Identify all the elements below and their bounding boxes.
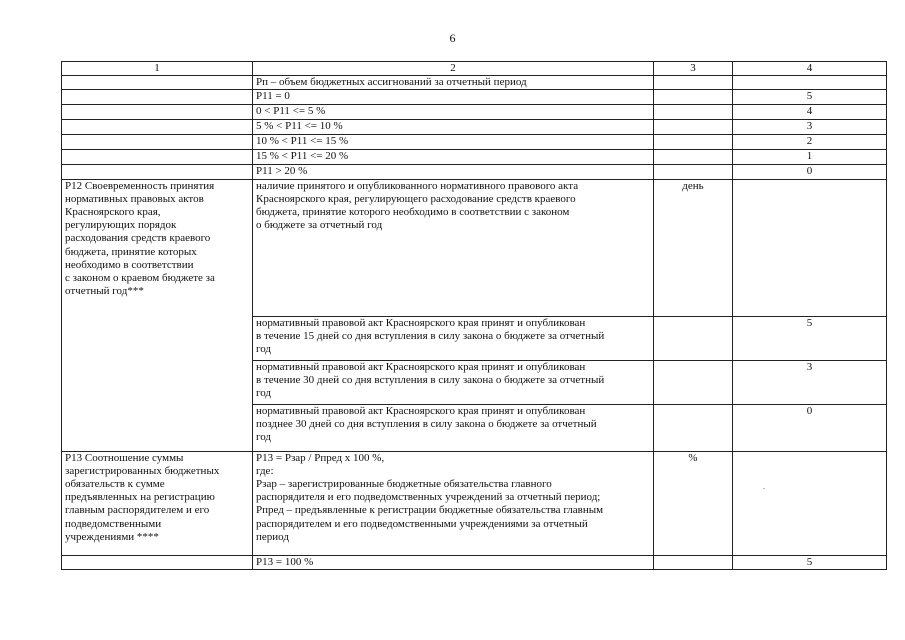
cell-score: 1 [733,150,887,165]
cell-unit [654,90,733,105]
cell-description: 0 < Р11 <= 5 % [253,105,654,120]
table-row [62,555,887,569]
table-row [62,165,887,179]
cell-unit [654,76,733,90]
cell-unit [654,165,733,179]
table-row-p13 [62,451,887,555]
cell-score: 4 [733,105,887,120]
cell-unit: день [654,179,733,316]
cell-score: 2 [733,135,887,150]
table-row [62,150,887,165]
table-row-p12 [62,179,887,316]
header-col-2: 2 [253,62,654,76]
cell-criterion [62,76,253,90]
cell-unit [654,120,733,135]
table-row [62,76,887,90]
cell-unit [654,105,733,120]
cell-score [733,179,887,316]
scan-speck [763,488,765,489]
cell-unit [654,135,733,150]
cell-unit: % [654,451,733,555]
cell-criterion [62,135,253,150]
cell-description: 15 % < Р11 <= 20 % [253,150,654,165]
header-col-4: 4 [733,62,887,76]
cell-description: 10 % < Р11 <= 15 % [253,135,654,150]
cell-score [733,451,887,555]
cell-description: нормативный правовой акт Красноярского края принят и опубликован в течение 15 дней со дня вступления в силу закона о бюджете за отчетный год [253,316,654,360]
cell-criterion [62,105,253,120]
cell-score: 3 [733,360,887,404]
cell-score: 5 [733,555,887,569]
cell-unit [654,404,733,451]
cell-criterion [62,120,253,135]
cell-unit [654,360,733,404]
cell-criterion [62,555,253,569]
cell-unit [654,316,733,360]
cell-description: Р13 = Рзар / Рпред х 100 %, где: Рзар – зарегистрированные бюджетные обязательства главного распорядителя и его подведомственных учреждений за отчетный период; Рпред – предъявленные к регистрации бюджетные обязательства главным распорядителем и его подведомственными учреждениями за отчетный период [253,451,654,555]
cell-score: 0 [733,404,887,451]
cell-description: 5 % < Р11 <= 10 % [253,120,654,135]
cell-score [733,76,887,90]
cell-criterion [62,165,253,179]
cell-score: 5 [733,90,887,105]
indicators-table [61,61,887,570]
cell-criterion-p13: Р13 Соотношение суммы зарегистрированных бюджетных обязательств к сумме предъявленных на регистрацию главным распорядителем и его подведомственными учреждениями **** [62,451,253,555]
cell-description: наличие принятого и опубликованного нормативного правового акта Красноярского края, регулирующего расходование средств краевого бюджета, принятие которого необходимо в соответствии с законом о бюджете за отчетный год [253,179,654,316]
cell-description: Р11 = 0 [253,90,654,105]
page-number: 6 [449,31,456,45]
table-row [62,120,887,135]
cell-description: Р13 = 100 % [253,555,654,569]
cell-score: 5 [733,316,887,360]
cell-description: нормативный правовой акт Красноярского края принят и опубликован позднее 30 дней со дня вступления в силу закона о бюджете за отчетный год [253,404,654,451]
header-col-1: 1 [62,62,253,76]
table-row [62,90,887,105]
cell-score: 3 [733,120,887,135]
table-header-row [62,62,887,76]
table-row [62,105,887,120]
cell-criterion-p12: Р12 Своевременность принятия нормативных правовых актов Красноярского края, регулирующих порядок расходования средств краевого бюджета, принятие которых необходимо в соответствии с законом о краевом бюджете за отчетный год*** [62,179,253,451]
cell-unit [654,150,733,165]
header-col-3: 3 [654,62,733,76]
cell-criterion [62,90,253,105]
cell-criterion [62,150,253,165]
table-row [62,135,887,150]
cell-score: 0 [733,165,887,179]
cell-description: нормативный правовой акт Красноярского края принят и опубликован в течение 30 дней со дня вступления в силу закона о бюджете за отчетный год [253,360,654,404]
cell-description: Р11 > 20 % [253,165,654,179]
cell-unit [654,555,733,569]
cell-description: Рп – объем бюджетных ассигнований за отчетный период [253,76,654,90]
